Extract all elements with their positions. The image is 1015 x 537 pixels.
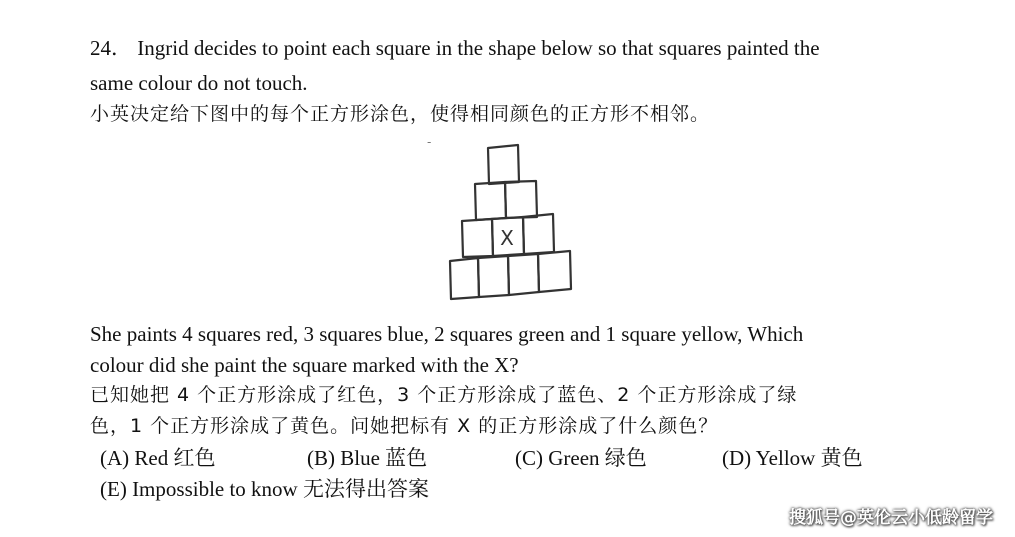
body-text-cn-1: 已知她把 4 个正方形涂成了红色，3 个正方形涂成了蓝色、2 个正方形涂成了绿 bbox=[90, 384, 798, 406]
stray-mark: - bbox=[427, 135, 432, 149]
body-text-cn-2: 色，1 个正方形涂成了黄色。问她把标有 X 的正方形涂成了什么颜色？ bbox=[90, 415, 719, 437]
option-a: (A) Red 红色 bbox=[100, 446, 216, 470]
option-d: (D) Yellow 黄色 bbox=[722, 446, 863, 470]
body-text-en-1: She paints 4 squares red, 3 squares blue, 2 squares green and 1 square yellow, Which bbox=[90, 322, 804, 346]
pyramid-square bbox=[462, 219, 493, 257]
option-c: (C) Green 绿色 bbox=[515, 446, 647, 470]
x-mark: X bbox=[500, 226, 514, 250]
pyramid-square bbox=[478, 256, 509, 297]
square-pyramid-figure bbox=[420, 135, 590, 305]
option-e: (E) Impossible to know 无法得出答案 bbox=[100, 477, 429, 501]
pyramid-square bbox=[488, 145, 519, 184]
question-text-en-2: same colour do not touch. bbox=[90, 71, 308, 95]
pyramid-square bbox=[505, 181, 537, 218]
watermark: 搜狐号@英伦云小低龄留学 bbox=[789, 508, 993, 528]
pyramid-square bbox=[538, 251, 571, 292]
question-number: 24． bbox=[90, 36, 132, 60]
pyramid-square bbox=[450, 258, 479, 299]
question-line-1 bbox=[90, 34, 820, 62]
option-b: (B) Blue 蓝色 bbox=[307, 446, 428, 470]
body-text-en-2: colour did she paint the square marked with the X? bbox=[90, 353, 519, 377]
question-text-cn: 小英决定给下图中的每个正方形涂色，使得相同颜色的正方形不相邻。 bbox=[90, 103, 711, 125]
pyramid-square bbox=[508, 254, 539, 295]
question-text-en-1: Ingrid decides to point each square in the shape below so that squares painted the bbox=[137, 36, 820, 60]
pyramid-square bbox=[475, 182, 506, 220]
pyramid-square bbox=[523, 214, 554, 254]
